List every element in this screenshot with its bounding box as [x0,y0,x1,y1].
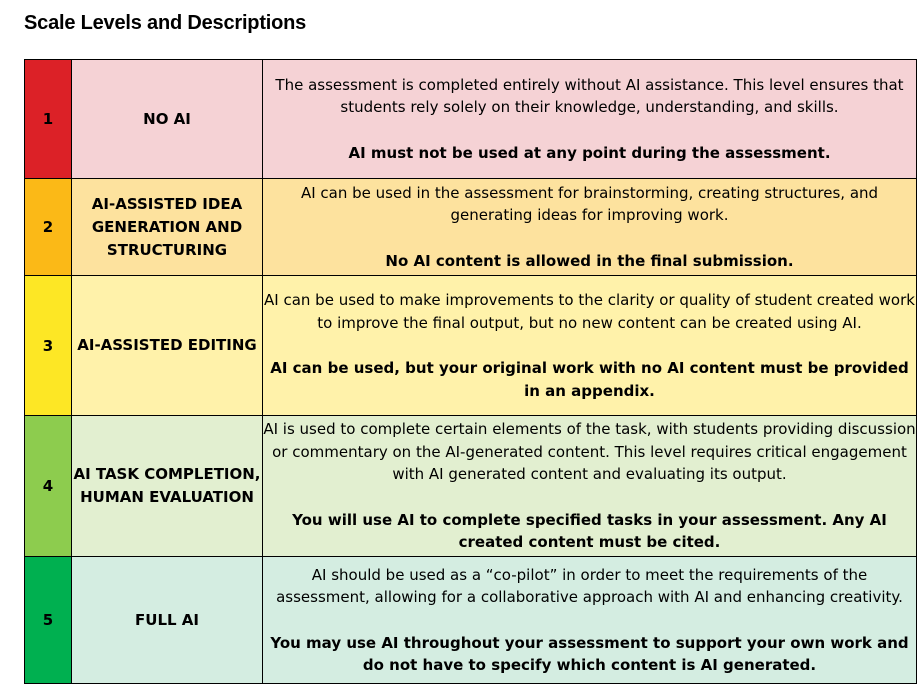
level-description-cell [263,179,917,276]
level-description: AI should be used as a “co-pilot” in order to meet the requirements of the assessment, allowing for a collaborative approach with AI and enhancing creativity. [276,565,903,606]
level-number-cell [25,60,72,179]
level-name: AI TASK COMPLETION, HUMAN EVALUATION [73,465,261,506]
level-number: 3 [42,336,54,355]
level-row-3 [25,276,917,416]
level-name-cell [72,179,263,276]
level-description: AI is used to complete certain elements of the task, with students providing discussion or commentary on the AI-generated content. This level requires critical engagement with AI generated content and evaluating its output. [263,420,916,484]
level-rule: You may use AI throughout your assessment to support your own work and do not have to specify which content is AI generated. [270,633,909,674]
level-number-cell [25,416,72,557]
page-title: Scale Levels and Descriptions [24,12,307,34]
level-description: AI can be used to make improvements to the clarity or quality of student created work to improve the final output, but no new content can be created using AI. [264,291,915,332]
level-number: 5 [42,611,54,629]
level-number: 1 [42,110,54,128]
level-description-cell [263,416,917,557]
level-name: AI-ASSISTED IDEA GENERATION AND STRUCTURING [91,194,243,259]
level-description-cell [263,60,917,179]
level-number: 4 [42,477,54,495]
level-name: FULL AI [135,610,199,629]
level-row-5 [25,557,917,684]
level-number-cell [25,557,72,684]
level-rule: AI can be used, but your original work with no AI content must be provided in an appendix. [270,359,909,400]
level-name-cell [72,60,263,179]
scale-levels-table [24,59,917,684]
level-number: 2 [42,218,54,236]
level-number-cell [25,276,72,416]
level-name: NO AI [143,109,191,128]
level-description-cell [263,276,917,416]
level-row-4 [25,416,917,557]
level-name: AI-ASSISTED EDITING [77,336,257,354]
level-rule: You will use AI to complete specified tasks in your assessment. Any AI created content must be cited. [292,510,887,552]
level-description-cell [263,557,917,684]
level-number-cell [25,179,72,276]
level-name-cell [72,416,263,557]
level-description: The assessment is completed entirely without AI assistance. This level ensures that students rely solely on their knowledge, understanding, and skills. [275,75,904,117]
level-rule: No AI content is allowed in the final submission. [385,251,794,270]
level-row-2 [25,179,917,276]
level-rule: AI must not be used at any point during the assessment. [348,143,831,162]
level-description: AI can be used in the assessment for brainstorming, creating structures, and generating ideas for improving work. [300,183,879,225]
level-row-1 [25,60,917,179]
level-name-cell [72,557,263,684]
level-name-cell [72,276,263,416]
